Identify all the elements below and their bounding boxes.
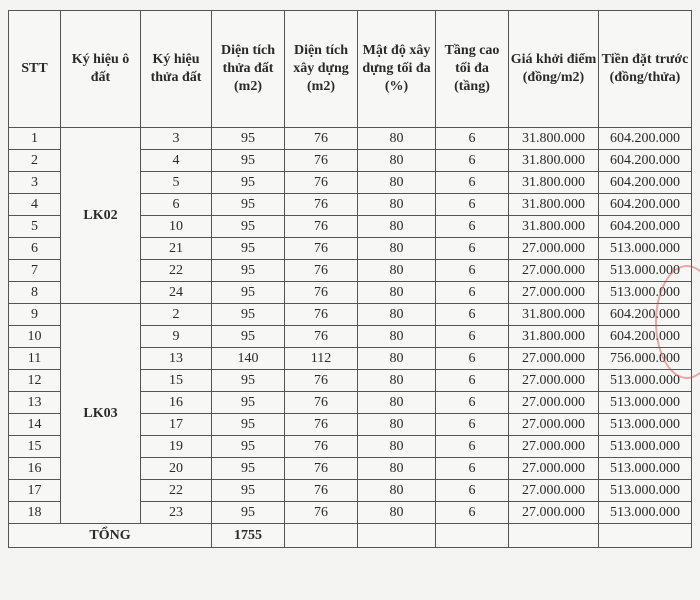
cell-dien-tich-thua-dat: 95 [212, 238, 285, 260]
cell-dien-tich-xay-dung: 76 [285, 458, 358, 480]
cell-ky-hieu-thua-dat: 24 [141, 282, 212, 304]
cell-tang-cao: 6 [436, 348, 509, 370]
cell-tang-cao: 6 [436, 436, 509, 458]
cell-dien-tich-xay-dung: 76 [285, 238, 358, 260]
cell-tien-dat-truoc: 513.000.000 [599, 260, 692, 282]
cell-dien-tich-xay-dung: 76 [285, 216, 358, 238]
cell-tien-dat-truoc: 604.200.000 [599, 304, 692, 326]
cell-dien-tich-thua-dat: 95 [212, 260, 285, 282]
cell-stt: 13 [9, 392, 61, 414]
cell-stt: 5 [9, 216, 61, 238]
cell-mat-do-xay-dung: 80 [358, 458, 436, 480]
cell-tang-cao: 6 [436, 370, 509, 392]
cell-dien-tich-thua-dat: 95 [212, 194, 285, 216]
cell-tien-dat-truoc: 513.000.000 [599, 392, 692, 414]
cell-tang-cao: 6 [436, 194, 509, 216]
cell-dien-tich-xay-dung: 76 [285, 172, 358, 194]
cell-mat-do-xay-dung: 80 [358, 304, 436, 326]
cell-tien-dat-truoc: 513.000.000 [599, 502, 692, 524]
cell-stt: 9 [9, 304, 61, 326]
cell-dien-tich-thua-dat: 95 [212, 326, 285, 348]
table-body [9, 128, 692, 548]
cell-mat-do-xay-dung: 80 [358, 436, 436, 458]
cell-mat-do-xay-dung: 80 [358, 370, 436, 392]
table-header-row [9, 11, 692, 128]
cell-tang-cao: 6 [436, 326, 509, 348]
cell-tien-dat-truoc: 604.200.000 [599, 150, 692, 172]
cell-mat-do-xay-dung: 80 [358, 480, 436, 502]
cell-dien-tich-xay-dung: 76 [285, 370, 358, 392]
cell-gia-khoi-diem: 27.000.000 [509, 436, 599, 458]
cell-tien-dat-truoc: 513.000.000 [599, 480, 692, 502]
cell-mat-do-xay-dung: 80 [358, 194, 436, 216]
cell-dien-tich-xay-dung: 112 [285, 348, 358, 370]
cell-tien-dat-truoc: 604.200.000 [599, 128, 692, 150]
cell-stt: 4 [9, 194, 61, 216]
cell-dien-tich-thua-dat: 95 [212, 436, 285, 458]
cell-dien-tich-thua-dat: 95 [212, 458, 285, 480]
cell-ky-hieu-thua-dat: 23 [141, 502, 212, 524]
cell-dien-tich-xay-dung: 76 [285, 304, 358, 326]
cell-tang-cao: 6 [436, 216, 509, 238]
cell-tang-cao: 6 [436, 392, 509, 414]
cell-ky-hieu-o-dat: LK02 [61, 128, 141, 304]
cell-mat-do-xay-dung: 80 [358, 502, 436, 524]
cell-gia-khoi-diem: 31.800.000 [509, 194, 599, 216]
land-lot-table [8, 10, 692, 548]
cell-stt: 18 [9, 502, 61, 524]
cell-tien-dat-truoc: 513.000.000 [599, 238, 692, 260]
cell-gia-khoi-diem: 27.000.000 [509, 458, 599, 480]
cell-tien-dat-truoc: 513.000.000 [599, 282, 692, 304]
cell-ky-hieu-thua-dat: 13 [141, 348, 212, 370]
cell-tang-cao: 6 [436, 480, 509, 502]
header-dien-tich-thua-dat: Diện tích thửa đất (m2) [212, 11, 285, 128]
cell-stt: 14 [9, 414, 61, 436]
cell-mat-do-xay-dung: 80 [358, 128, 436, 150]
total-label: TỔNG [9, 524, 212, 548]
header-gia-khoi-diem: Giá khởi điểm (đồng/m2) [509, 11, 599, 128]
cell-mat-do-xay-dung: 80 [358, 348, 436, 370]
cell-stt: 7 [9, 260, 61, 282]
cell-tang-cao: 6 [436, 172, 509, 194]
cell-tang-cao: 6 [436, 128, 509, 150]
cell-tien-dat-truoc: 513.000.000 [599, 436, 692, 458]
cell-gia-khoi-diem: 31.800.000 [509, 172, 599, 194]
cell-mat-do-xay-dung: 80 [358, 238, 436, 260]
cell-mat-do-xay-dung: 80 [358, 172, 436, 194]
cell-tang-cao: 6 [436, 458, 509, 480]
header-stt: STT [9, 11, 61, 128]
cell-gia-khoi-diem: 27.000.000 [509, 414, 599, 436]
header-ky-hieu-thua-dat: Ký hiệu thửa đất [141, 11, 212, 128]
cell-dien-tich-xay-dung: 76 [285, 392, 358, 414]
total-empty-cell [285, 524, 358, 548]
cell-tien-dat-truoc: 513.000.000 [599, 414, 692, 436]
cell-mat-do-xay-dung: 80 [358, 216, 436, 238]
table-row [9, 128, 692, 150]
cell-dien-tich-thua-dat: 95 [212, 172, 285, 194]
cell-tien-dat-truoc: 513.000.000 [599, 458, 692, 480]
cell-stt: 6 [9, 238, 61, 260]
cell-dien-tich-xay-dung: 76 [285, 480, 358, 502]
cell-stt: 17 [9, 480, 61, 502]
cell-tang-cao: 6 [436, 238, 509, 260]
cell-dien-tich-thua-dat: 95 [212, 480, 285, 502]
cell-stt: 16 [9, 458, 61, 480]
cell-dien-tich-xay-dung: 76 [285, 282, 358, 304]
cell-tien-dat-truoc: 604.200.000 [599, 216, 692, 238]
cell-mat-do-xay-dung: 80 [358, 150, 436, 172]
cell-ky-hieu-thua-dat: 2 [141, 304, 212, 326]
cell-tien-dat-truoc: 604.200.000 [599, 172, 692, 194]
cell-gia-khoi-diem: 31.800.000 [509, 128, 599, 150]
cell-dien-tich-xay-dung: 76 [285, 414, 358, 436]
total-empty-cell [509, 524, 599, 548]
header-ky-hieu-o-dat: Ký hiệu ô đất [61, 11, 141, 128]
cell-dien-tich-xay-dung: 76 [285, 502, 358, 524]
cell-dien-tich-thua-dat: 95 [212, 304, 285, 326]
cell-stt: 11 [9, 348, 61, 370]
cell-tang-cao: 6 [436, 502, 509, 524]
cell-gia-khoi-diem: 31.800.000 [509, 326, 599, 348]
cell-dien-tich-xay-dung: 76 [285, 128, 358, 150]
total-area: 1755 [212, 524, 285, 548]
cell-ky-hieu-thua-dat: 22 [141, 260, 212, 282]
cell-ky-hieu-thua-dat: 5 [141, 172, 212, 194]
cell-gia-khoi-diem: 27.000.000 [509, 370, 599, 392]
cell-dien-tich-thua-dat: 95 [212, 370, 285, 392]
cell-gia-khoi-diem: 27.000.000 [509, 502, 599, 524]
cell-stt: 12 [9, 370, 61, 392]
header-tien-dat-truoc: Tiền đặt trước (đồng/thửa) [599, 11, 692, 128]
cell-stt: 3 [9, 172, 61, 194]
cell-stt: 15 [9, 436, 61, 458]
cell-dien-tich-thua-dat: 95 [212, 502, 285, 524]
cell-gia-khoi-diem: 31.800.000 [509, 150, 599, 172]
cell-dien-tich-xay-dung: 76 [285, 194, 358, 216]
header-tang-cao: Tầng cao tối đa (tầng) [436, 11, 509, 128]
cell-tang-cao: 6 [436, 304, 509, 326]
cell-dien-tich-thua-dat: 95 [212, 216, 285, 238]
cell-stt: 10 [9, 326, 61, 348]
cell-mat-do-xay-dung: 80 [358, 282, 436, 304]
header-dien-tich-xay-dung: Diện tích xây dựng (m2) [285, 11, 358, 128]
cell-gia-khoi-diem: 27.000.000 [509, 480, 599, 502]
cell-tien-dat-truoc: 604.200.000 [599, 194, 692, 216]
cell-gia-khoi-diem: 27.000.000 [509, 282, 599, 304]
cell-ky-hieu-thua-dat: 17 [141, 414, 212, 436]
cell-stt: 1 [9, 128, 61, 150]
cell-tang-cao: 6 [436, 260, 509, 282]
cell-stt: 8 [9, 282, 61, 304]
cell-dien-tich-thua-dat: 95 [212, 128, 285, 150]
cell-dien-tich-xay-dung: 76 [285, 436, 358, 458]
cell-dien-tich-thua-dat: 95 [212, 282, 285, 304]
cell-tien-dat-truoc: 513.000.000 [599, 370, 692, 392]
cell-gia-khoi-diem: 27.000.000 [509, 238, 599, 260]
cell-dien-tich-thua-dat: 95 [212, 392, 285, 414]
cell-mat-do-xay-dung: 80 [358, 326, 436, 348]
cell-tang-cao: 6 [436, 414, 509, 436]
cell-ky-hieu-thua-dat: 9 [141, 326, 212, 348]
cell-dien-tich-xay-dung: 76 [285, 150, 358, 172]
cell-ky-hieu-thua-dat: 22 [141, 480, 212, 502]
cell-ky-hieu-thua-dat: 16 [141, 392, 212, 414]
cell-tang-cao: 6 [436, 150, 509, 172]
cell-dien-tich-thua-dat: 95 [212, 150, 285, 172]
cell-stt: 2 [9, 150, 61, 172]
cell-gia-khoi-diem: 27.000.000 [509, 348, 599, 370]
cell-gia-khoi-diem: 27.000.000 [509, 260, 599, 282]
cell-gia-khoi-diem: 31.800.000 [509, 304, 599, 326]
cell-mat-do-xay-dung: 80 [358, 414, 436, 436]
total-row [9, 524, 692, 548]
cell-ky-hieu-thua-dat: 10 [141, 216, 212, 238]
cell-ky-hieu-thua-dat: 15 [141, 370, 212, 392]
cell-ky-hieu-thua-dat: 19 [141, 436, 212, 458]
table-row [9, 304, 692, 326]
cell-dien-tich-xay-dung: 76 [285, 326, 358, 348]
total-empty-cell [436, 524, 509, 548]
cell-ky-hieu-o-dat: LK03 [61, 304, 141, 524]
total-empty-cell [599, 524, 692, 548]
cell-ky-hieu-thua-dat: 4 [141, 150, 212, 172]
cell-ky-hieu-thua-dat: 21 [141, 238, 212, 260]
cell-dien-tich-xay-dung: 76 [285, 260, 358, 282]
cell-dien-tich-thua-dat: 140 [212, 348, 285, 370]
cell-ky-hieu-thua-dat: 20 [141, 458, 212, 480]
cell-tien-dat-truoc: 756.000.000 [599, 348, 692, 370]
cell-ky-hieu-thua-dat: 3 [141, 128, 212, 150]
header-mat-do-xay-dung: Mật độ xây dựng tối đa (%) [358, 11, 436, 128]
cell-gia-khoi-diem: 31.800.000 [509, 216, 599, 238]
cell-tang-cao: 6 [436, 282, 509, 304]
cell-mat-do-xay-dung: 80 [358, 260, 436, 282]
total-empty-cell [358, 524, 436, 548]
cell-mat-do-xay-dung: 80 [358, 392, 436, 414]
cell-gia-khoi-diem: 27.000.000 [509, 392, 599, 414]
cell-ky-hieu-thua-dat: 6 [141, 194, 212, 216]
cell-tien-dat-truoc: 604.200.000 [599, 326, 692, 348]
cell-dien-tich-thua-dat: 95 [212, 414, 285, 436]
